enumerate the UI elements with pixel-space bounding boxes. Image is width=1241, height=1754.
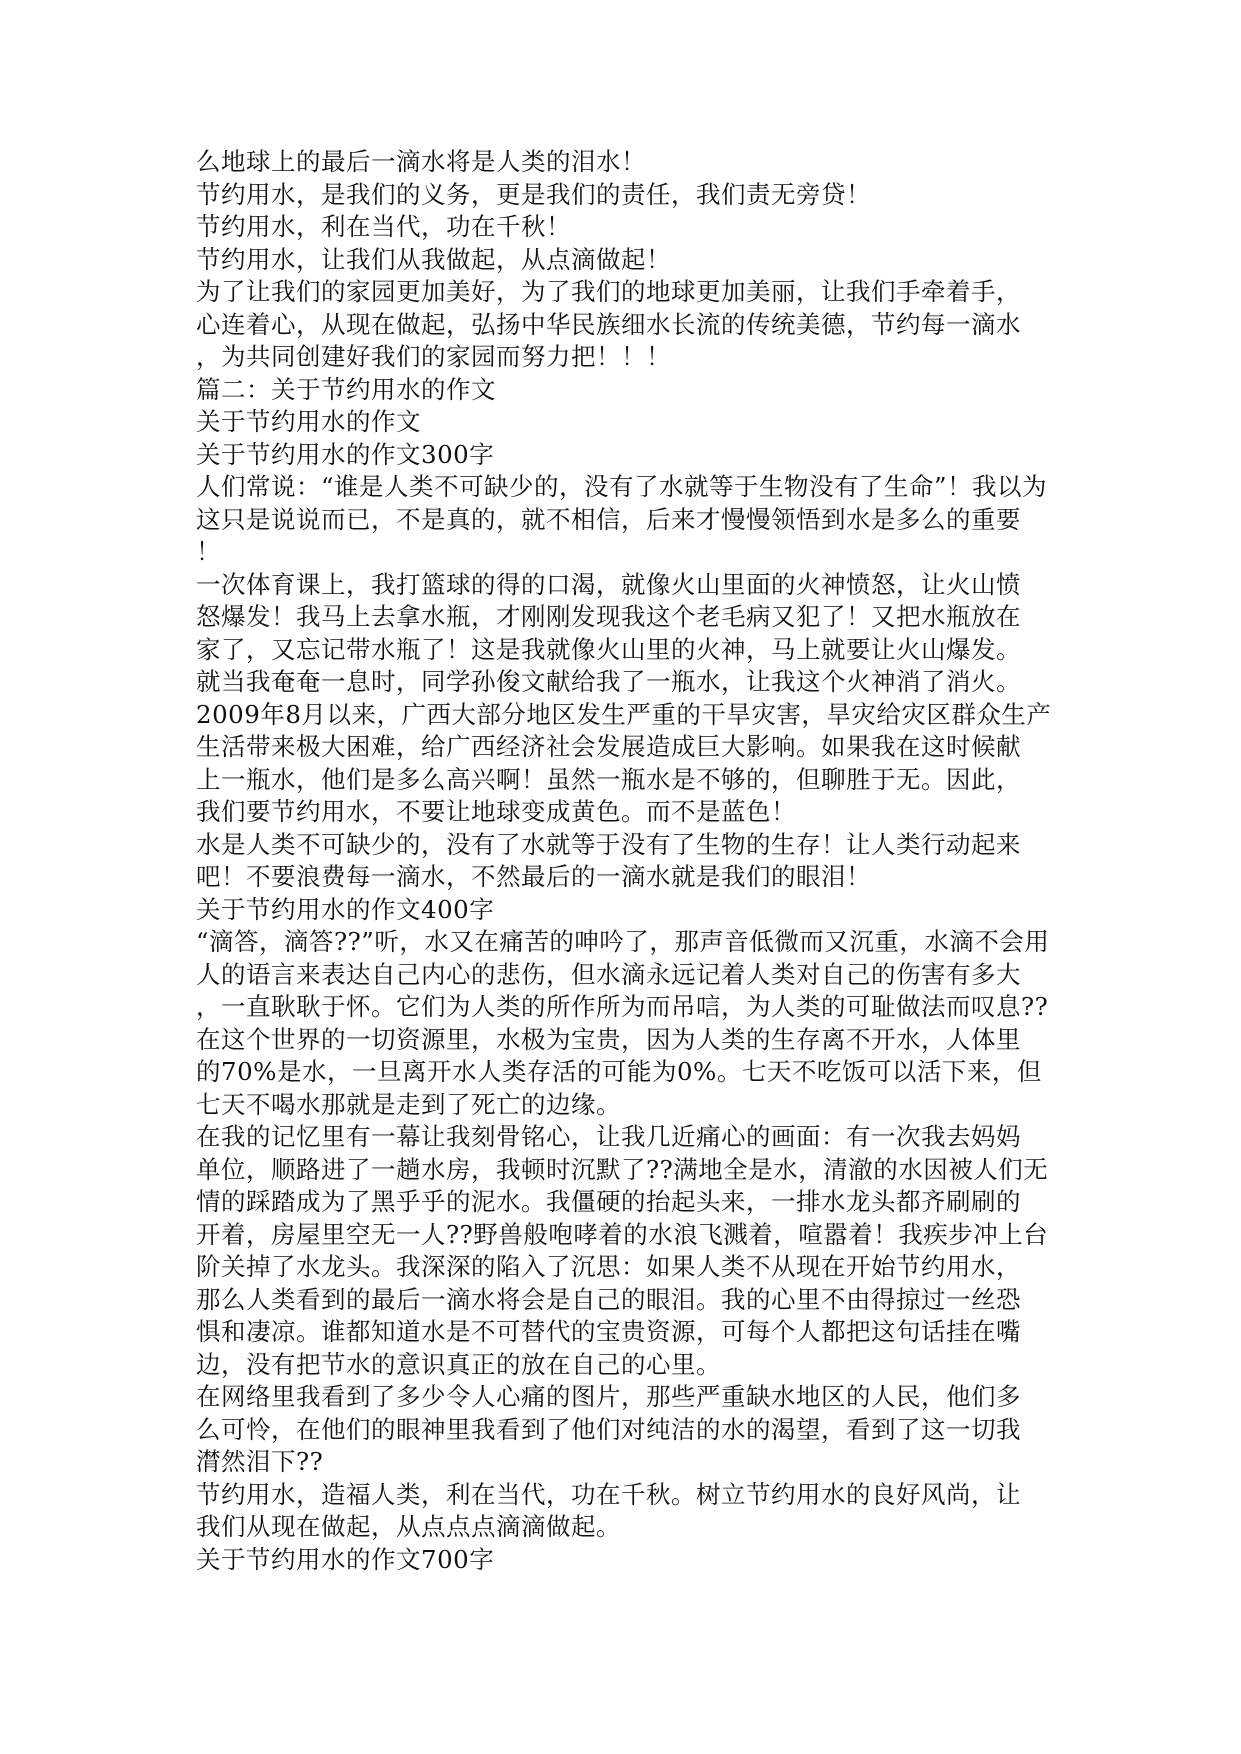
text-line: 节约用水，是我们的义务，更是我们的责任，我们责无旁贷！ <box>196 179 871 209</box>
text-line: 在这个世界的一切资源里，水极为宝贵，因为人类的生存离不开水，人体里 <box>196 1024 1021 1054</box>
text-line: 在我的记忆里有一幕让我刻骨铭心，让我几近痛心的画面：有一次我去妈妈 <box>196 1122 1021 1151</box>
essay-heading: 关于节约用水的作文700字 <box>196 1544 495 1574</box>
article-title: 关于节约用水的作文 <box>196 407 421 436</box>
text-line: 潸然泪下?? <box>196 1447 324 1476</box>
text-line: 开着，房屋里空无一人??野兽般咆哮着的水浪飞溅着，喧嚣着！我疾步冲上台 <box>196 1219 1049 1249</box>
text-line: 在网络里我看到了多少令人心痛的图片，那些严重缺水地区的人民，他们多 <box>196 1382 1021 1411</box>
text-line: ！ <box>196 537 221 566</box>
text-line: 人的语言来表达自己内心的悲伤，但水滴永远记着人类对自己的伤害有多大 <box>196 959 1021 989</box>
text-line: 心连着心，从现在做起，弘扬中华民族细水长流的传统美德，节约每一滴水 <box>196 309 1021 339</box>
text-line: 的70%是水，一旦离开水人类存活的可能为0%。七天不吃饭可以活下来，但 <box>196 1057 1042 1086</box>
text-line: 节约用水，让我们从我做起，从点滴做起！ <box>196 244 671 274</box>
text-line: ，为共同创建好我们的家园而努力把！！！ <box>196 342 671 371</box>
text-line: 2009年8月以来，广西大部分地区发生严重的干旱灾害，旱灾给灾区群众生产 <box>196 699 1052 729</box>
text-line: 节约用水，造福人类，利在当代，功在千秋。树立节约用水的良好风尚，让 <box>196 1479 1021 1509</box>
text-line: 节约用水，利在当代，功在千秋！ <box>196 212 571 241</box>
text-line: 生活带来极大困难，给广西经济社会发展造成巨大影响。如果我在这时候献 <box>196 732 1021 761</box>
essay-heading: 关于节约用水的作文400字 <box>196 894 495 924</box>
text-line: 为了让我们的家园更加美好，为了我们的地球更加美丽，让我们手牵着手， <box>196 277 1021 306</box>
text-line: 情的踩踏成为了黑乎乎的泥水。我僵硬的抬起头来，一排水龙头都齐刷刷的 <box>196 1187 1021 1216</box>
text-line: 上一瓶水，他们是多么高兴啊！虽然一瓶水是不够的，但聊胜于无。因此， <box>196 764 1021 794</box>
text-line: 阶关掉了水龙头。我深深的陷入了沉思：如果人类不从现在开始节约用水， <box>196 1252 1021 1281</box>
document-body <box>196 146 1056 1576</box>
text-line: 吧！不要浪费每一滴水，不然最后的一滴水就是我们的眼泪！ <box>196 862 871 891</box>
section-heading: 篇二：关于节约用水的作文 <box>196 374 496 404</box>
text-line: 单位，顺路进了一趟水房，我顿时沉默了??满地全是水，清澈的水因被人们无 <box>196 1154 1049 1184</box>
text-line: 水是人类不可缺少的，没有了水就等于没有了生物的生存！让人类行动起来 <box>196 829 1021 859</box>
text-line: 我们要节约用水，不要让地球变成黄色。而不是蓝色！ <box>196 797 796 826</box>
text-line: ，一直耿耿于怀。它们为人类的所作所为而吊唁，为人类的可耻做法而叹息?? <box>196 992 1049 1021</box>
text-line: 惧和凄凉。谁都知道水是不可替代的宝贵资源，可每个人都把这句话挂在嘴 <box>196 1317 1021 1346</box>
text-line: 我们从现在做起，从点点点滴滴做起。 <box>196 1512 621 1541</box>
essay-heading: 关于节约用水的作文300字 <box>196 439 495 469</box>
text-line: 七天不喝水那就是走到了死亡的边缘。 <box>196 1089 621 1119</box>
text-line: “滴答，滴答??”听，水又在痛苦的呻吟了，那声音低微而又沉重，水滴不会用 <box>196 927 1050 956</box>
text-line: 人们常说：“谁是人类不可缺少的，没有了水就等于生物没有了生命”！我以为 <box>196 472 1048 501</box>
text-line: 么可怜，在他们的眼神里我看到了他们对纯洁的水的渴望，看到了这一切我 <box>196 1414 1021 1444</box>
text-line: 那么人类看到的最后一滴水将会是自己的眼泪。我的心里不由得掠过一丝恐 <box>196 1284 1021 1314</box>
text-line: 么地球上的最后一滴水将是人类的泪水！ <box>196 147 646 176</box>
text-line: 就当我奄奄一息时，同学孙俊文献给我了一瓶水，让我这个火神消了消火。 <box>196 667 1021 696</box>
text-line: 家了，又忘记带水瓶了！这是我就像火山里的火神，马上就要让火山爆发。 <box>196 634 1021 664</box>
text-line: 一次体育课上，我打篮球的得的口渴，就像火山里面的火神愤怒，让火山愤 <box>196 569 1021 599</box>
text-line: 怒爆发！我马上去拿水瓶，才刚刚发现我这个老毛病又犯了！又把水瓶放在 <box>196 602 1021 631</box>
text-line: 边，没有把节水的意识真正的放在自己的心里。 <box>196 1349 721 1379</box>
text-line: 这只是说说而已，不是真的，就不相信，后来才慢慢领悟到水是多么的重要 <box>196 504 1021 534</box>
